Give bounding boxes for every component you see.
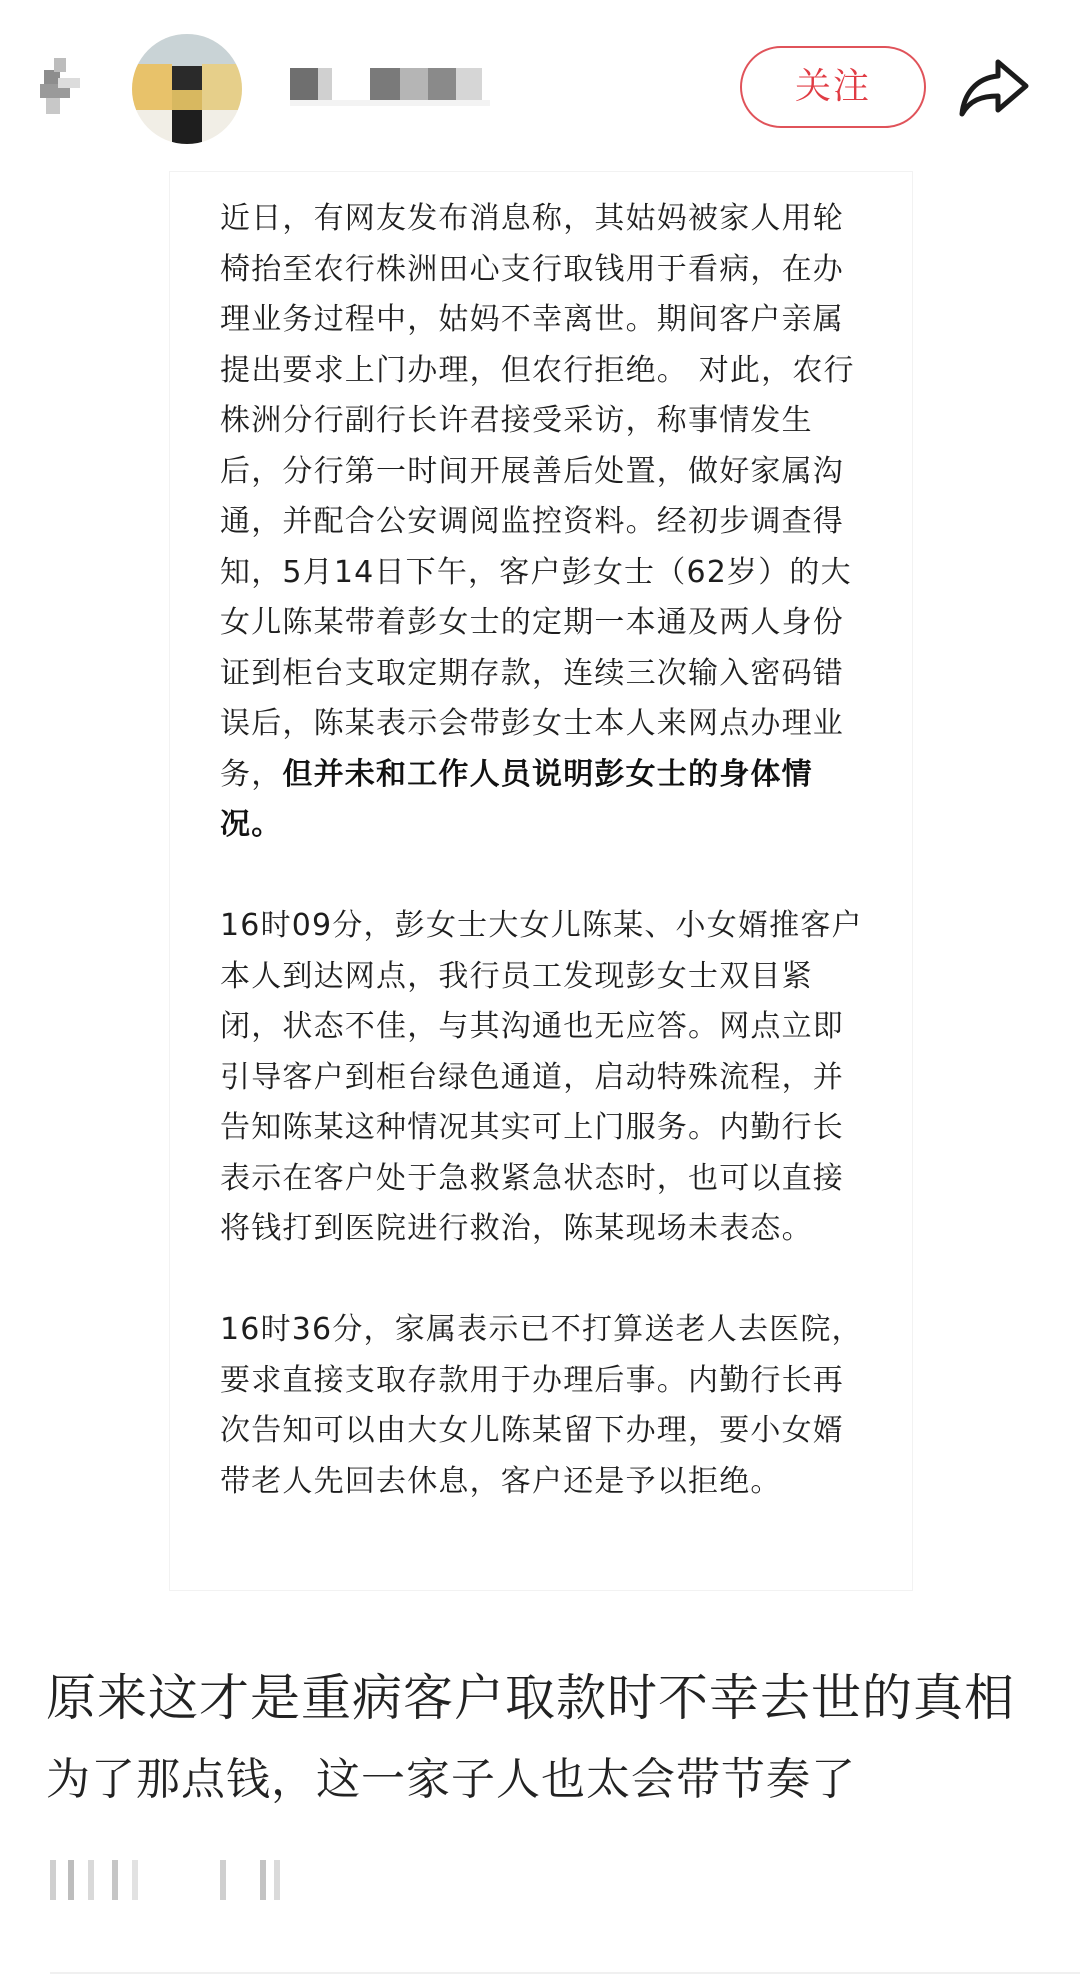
back-button[interactable] bbox=[40, 48, 90, 128]
article-bold-sentence: 但并未和工作人员说明彭女士的身体情况。 bbox=[220, 756, 813, 842]
article-paragraph-1: 近日，有网友发布消息称，其姑妈被家人用轮椅抬至农行株洲田心支行取钱用于看病，在办理业务过程中，姑妈不幸离世。期间客户亲属提出要求上门办理，但农行拒绝。 对此，农行株洲分行副行长许君接受采访，称事情发生后，分行第一时间开展善后处置，做好家属沟通，并配合公安调阅监控资料。经初步调查得知，5月14日下午，客户彭女士（62岁）的大女儿陈某带着彭女士的定期一本通及两人身份证到柜台支取定期存款，连续三次输入密码错误后，陈某表示会带彭女士本人来网点办理业务，但并未和工作人员说明彭女士的身体情况。 bbox=[220, 201, 855, 842]
blurred-emoji-row bbox=[50, 1860, 310, 1900]
article-paragraph-3: 16时36分，家属表示已不打算送老人去医院，要求直接支取存款用于办理后事。内勤行长再次告知可以由大女儿陈某留下办理，要小女婿带老人先回去休息，客户还是予以拒绝。 bbox=[220, 1312, 863, 1499]
follow-button[interactable]: 关注 bbox=[740, 46, 926, 128]
post-caption-line-1: 原来这才是重病客户取款时不幸去世的真相 bbox=[46, 1669, 1015, 1727]
top-bar bbox=[0, 0, 1080, 170]
divider bbox=[50, 1972, 1080, 1974]
share-button[interactable] bbox=[958, 56, 1030, 120]
article-paragraph-2: 16时09分，彭女士大女儿陈某、小女婿推客户本人到达网点，我行员工发现彭女士双目紧闭，状态不佳，与其沟通也无应答。网点立即引导客户到柜台绿色通道，启动特殊流程，并告知陈某这种情况其实可上门服务。内勤行长表示在客户处于急救紧急状态时，也可以直接将钱打到医院进行救治，陈某现场未表态。 bbox=[220, 908, 863, 1246]
share-arrow-icon bbox=[958, 56, 1030, 120]
article-text bbox=[220, 194, 870, 1507]
avatar[interactable] bbox=[132, 34, 242, 144]
chevron-left-icon bbox=[40, 48, 90, 128]
embedded-article-image[interactable] bbox=[170, 172, 912, 1590]
username-blurred[interactable] bbox=[290, 68, 520, 104]
post-caption-line-2: 为了那点钱，这一家子人也太会带节奏了 bbox=[46, 1754, 856, 1805]
